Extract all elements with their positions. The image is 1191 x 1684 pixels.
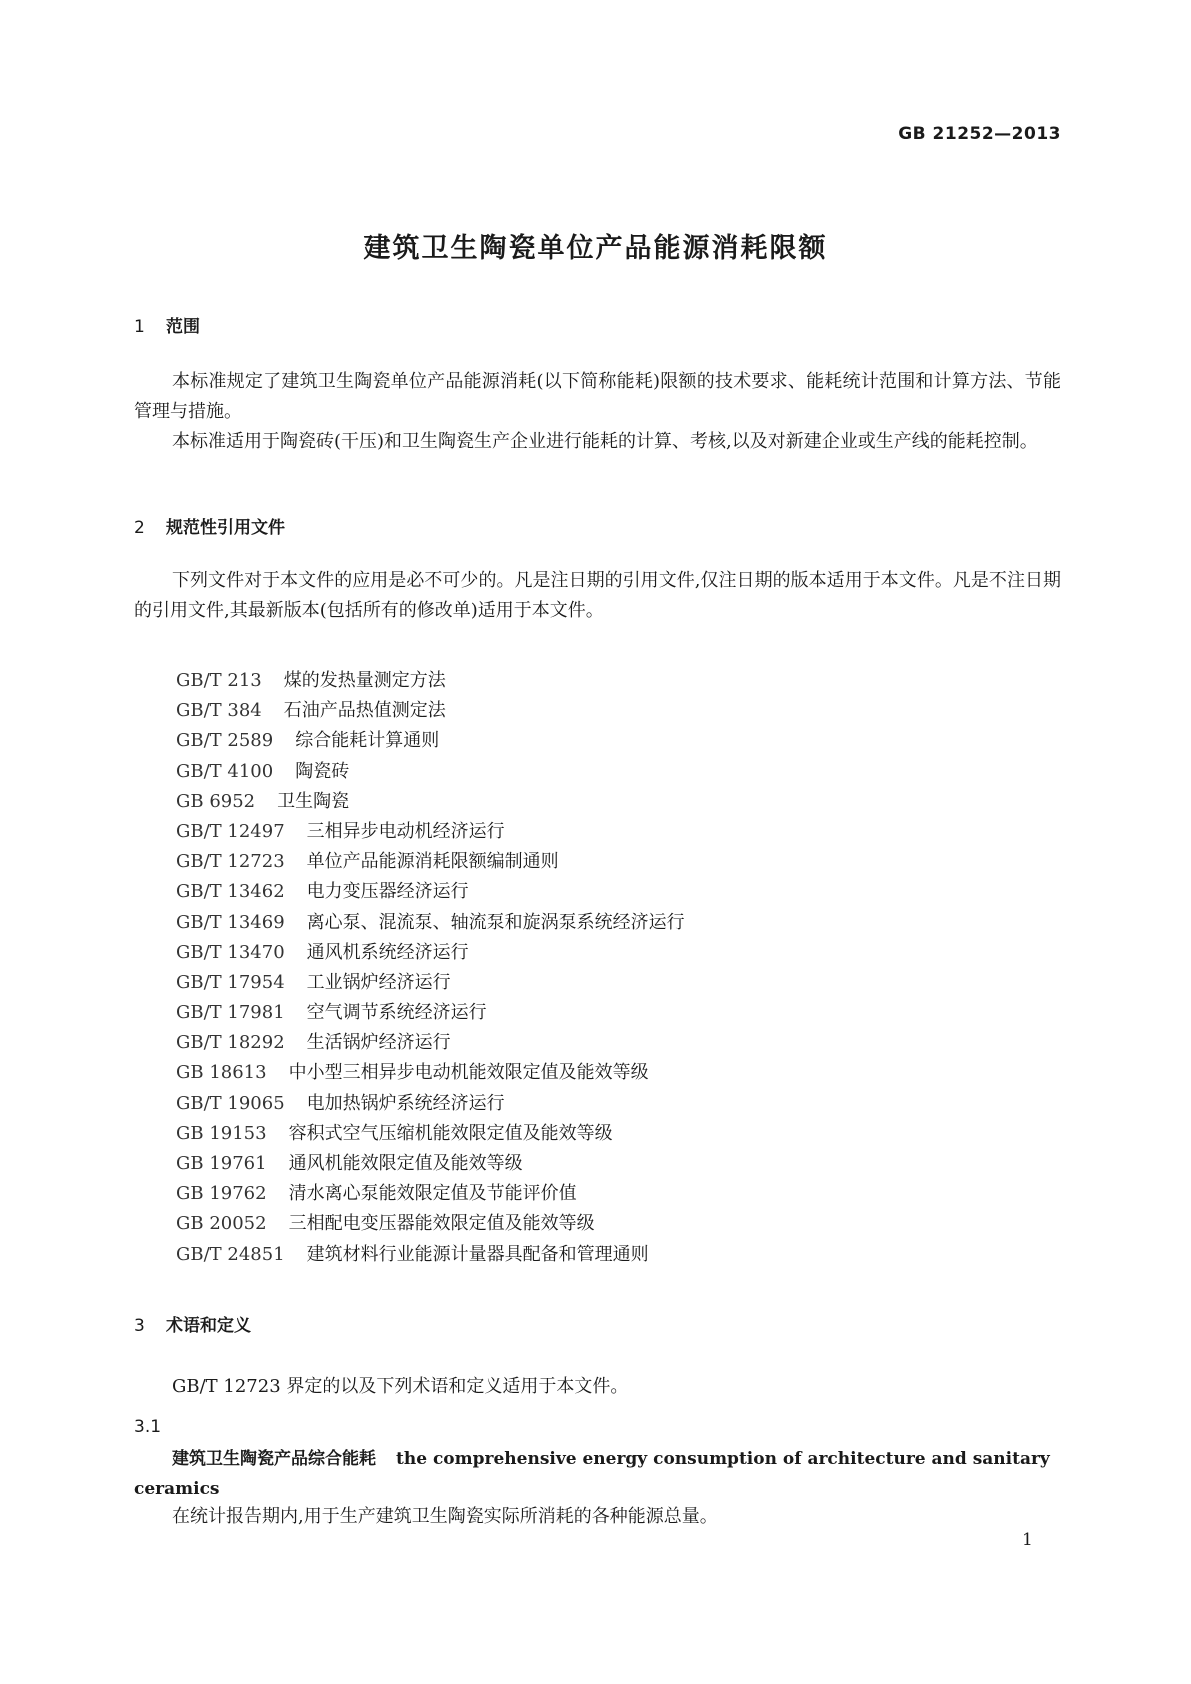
list-item [176,847,685,877]
reference-title: 三相配电变压器能效限定值及能效等级 [288,1213,595,1235]
reference-code: GB/T 13462 [176,881,285,903]
reference-code: GB 20052 [176,1213,267,1235]
reference-code: GB 6952 [176,790,256,812]
list-item [176,817,685,847]
document-title: 建筑卫生陶瓷单位产品能源消耗限额 [363,233,828,264]
scope-paragraph-2: 本标准适用于陶瓷砖(干压)和卫生陶瓷生产企业进行能耗的计算、考核,以及对新建企业或生产线的能耗控制。 [172,431,1038,452]
reference-code: GB 18613 [176,1062,267,1084]
reference-code: GB/T 19065 [176,1092,285,1114]
scope-paragraph-1: 本标准规定了建筑卫生陶瓷单位产品能源消耗(以下简称能耗)限额的技术要求、能耗统计范围和计算方法、节能管理与措施。 [134,371,1061,422]
reference-code: GB/T 2589 [176,730,274,752]
reference-code: GB/T 13470 [176,941,285,963]
reference-code: GB 19761 [176,1153,267,1174]
reference-title: 生活锅炉经济运行 [306,1032,451,1054]
reference-title: 煤的发热量测定方法 [283,670,446,691]
list-item [176,938,685,968]
reference-code: GB 19762 [176,1183,267,1205]
reference-code: GB/T 213 [176,670,262,691]
section-2-heading [134,513,285,538]
list-item [176,1119,685,1149]
reference-title: 综合能耗计算通则 [295,730,440,752]
reference-title: 陶瓷砖 [295,760,350,782]
reference-title: 建筑材料行业能源计量器具配备和管理通则 [306,1243,649,1265]
list-item [176,908,685,938]
reference-code: GB/T 17981 [176,1002,285,1024]
term-name-chinese: 建筑卫生陶瓷产品综合能耗 [172,1449,376,1469]
list-item [176,1179,685,1209]
references-intro: 下列文件对于本文件的应用是必不可少的。凡是注日期的引用文件,仅注日期的版本适用于本文件。凡是不注日期的引用文件,其最新版本(包括所有的修改单)适用于本文件。 [134,570,1061,621]
list-item [176,998,685,1028]
list-item [176,787,685,817]
reference-code: GB/T 12723 [176,851,285,873]
list-item [176,1058,685,1088]
section-title: 术语和定义 [166,1316,251,1336]
standard-number: GB 21252—2013 [898,124,1061,144]
list-item [176,726,685,756]
list-item [176,696,685,726]
reference-code: GB/T 13469 [176,911,285,933]
page-number: 1 [1022,1530,1033,1550]
reference-code: GB/T 384 [176,700,262,722]
list-item [176,666,685,696]
term-number: 3.1 [134,1417,162,1437]
reference-title: 单位产品能源消耗限额编制通则 [306,851,559,873]
list-item [176,757,685,787]
section-number: 2 [134,518,145,538]
list-item [176,877,685,907]
section-number: 3 [134,1316,145,1336]
terms-intro: GB/T 12723 界定的以及下列术语和定义适用于本文件。 [172,1376,629,1397]
term-heading [134,1444,1061,1504]
list-item [176,1149,685,1179]
reference-title: 石油产品热值测定法 [283,700,446,722]
reference-title: 中小型三相异步电动机能效限定值及能效等级 [288,1062,649,1084]
list-item [176,1209,685,1239]
reference-title: 三相异步电动机经济运行 [306,820,505,842]
reference-title: 容积式空气压缩机能效限定值及能效等级 [288,1122,613,1144]
reference-title: 电力变压器经济运行 [306,881,469,903]
list-item [176,1028,685,1058]
section-title: 范围 [166,317,200,337]
reference-title: 清水离心泵能效限定值及节能评价值 [288,1183,577,1205]
section-number: 1 [134,317,145,337]
reference-code: GB/T 4100 [176,760,274,782]
reference-list [176,666,685,1270]
reference-title: 工业锅炉经济运行 [306,971,451,993]
list-item [176,968,685,998]
reference-code: GB/T 17954 [176,971,285,993]
reference-title: 电加热锅炉系统经济运行 [306,1092,505,1114]
reference-title: 卫生陶瓷 [277,790,350,812]
reference-code: GB 19153 [176,1122,267,1144]
list-item [176,1240,685,1270]
reference-code: GB/T 12497 [176,820,285,842]
section-title: 规范性引用文件 [166,518,285,538]
reference-title: 通风机系统经济运行 [306,941,469,963]
reference-title: 离心泵、混流泵、轴流泵和旋涡泵系统经济运行 [306,911,685,933]
list-item [176,1089,685,1119]
reference-title: 通风机能效限定值及能效等级 [288,1153,523,1174]
reference-title: 空气调节系统经济运行 [306,1002,487,1024]
reference-code: GB/T 24851 [176,1243,285,1265]
section-1-heading [134,312,200,337]
term-definition: 在统计报告期内,用于生产建筑卫生陶瓷实际所消耗的各种能源总量。 [172,1506,718,1527]
reference-code: GB/T 18292 [176,1032,285,1054]
section-3-heading [134,1311,251,1336]
term-name-english: the comprehensive energy consumption of architecture and sanitary ceramics [134,1449,1050,1499]
